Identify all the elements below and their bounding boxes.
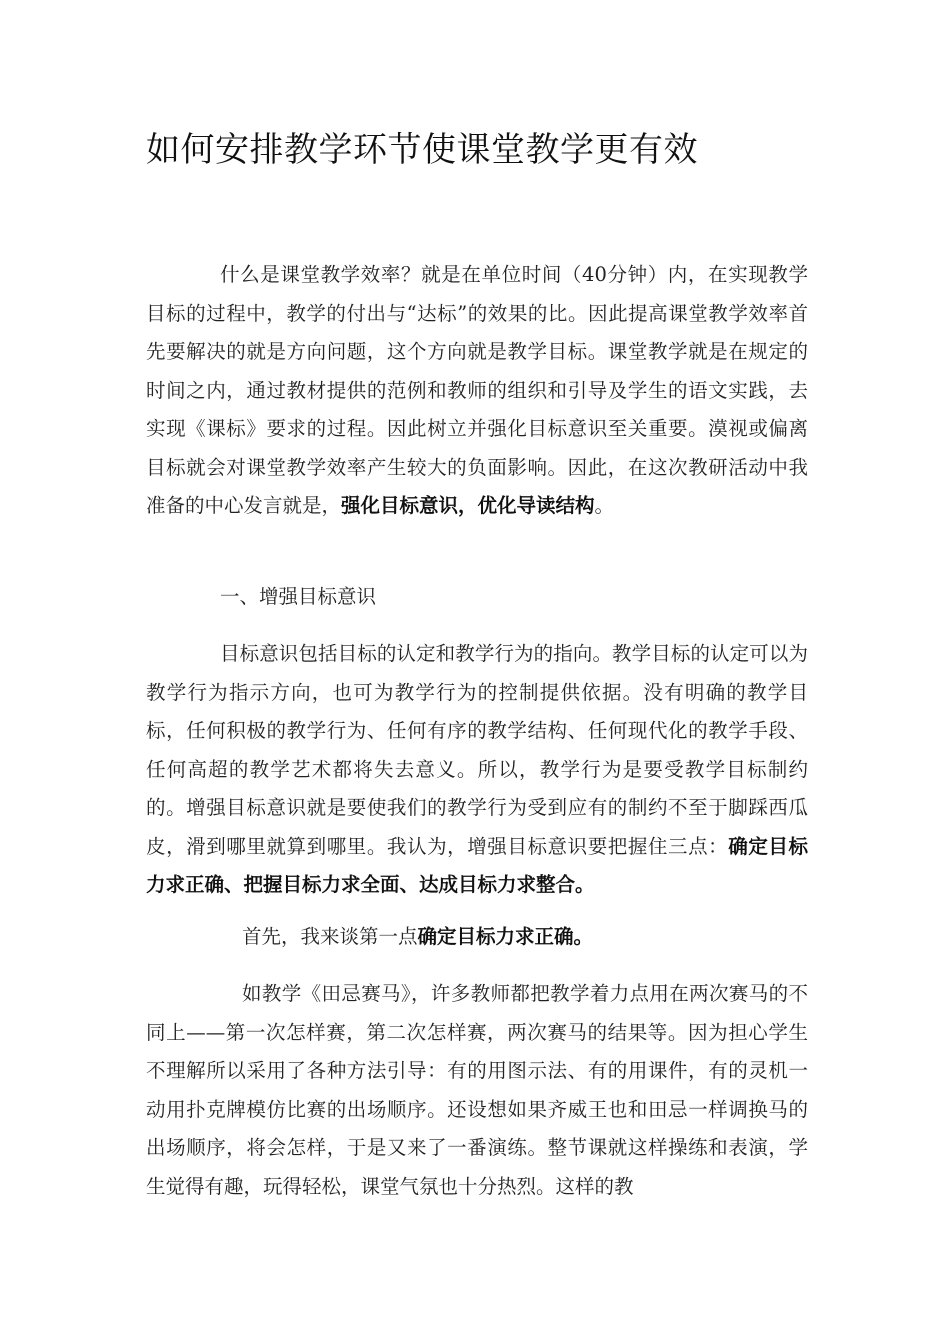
intro-bold-text: 强化目标意识，优化导读结构 [341,494,595,517]
goal-bold-text: 确定目标力求正确、把握目标力求全面、达成目标力求整合。 [146,834,808,896]
first-point-text: 首先，我来谈第一点 [242,925,418,948]
document-title: 如何安排教学环节使课堂教学更有效 [146,130,698,170]
section-heading: 一、增强目标意识 [220,585,377,608]
first-point-paragraph [146,918,808,957]
goal-text: 目标意识包括目标的认定和教学行为的指向。教学目标的认定可以为教学行为指示方向，也可为教学行为的控制提供依据。没有明确的教学目标，任何积极的教学行为、任何有序的教学结构、任何现代化的教学手段、任何高超的教学艺术都将失去意义。所以，教学行为是要受教学目标制约的。增强目标意识就是要使我们的教学行为受到应有的制约不至于脚踩西瓜皮，滑到哪里就算到哪里。我认为，增强目标意识要把握住三点： [146,642,808,858]
first-point-bold-text: 确定目标力求正确。 [417,925,594,948]
example-paragraph: 如教学《田忌赛马》，许多教师都把教学着力点用在两次赛马的不同上——第一次怎样赛，第二次怎样赛，两次赛马的结果等。因为担心学生不理解所以采用了各种方法引导：有的用图示法、有的用课件，有的灵机一动用扑克牌模仿比赛的出场顺序。还设想如果齐威王也和田忌一样调换马的出场顺序，将会怎样，于是又来了一番演练。整节课就这样操练和表演，学生觉得有趣，玩得轻松，课堂气氛也十分热烈。这样的教 [146,982,808,1198]
intro-tail: 。 [594,494,615,517]
intro-paragraph [146,256,808,526]
goal-paragraph [146,635,808,905]
intro-text: 什么是课堂教学效率？就是在单位时间（40分钟）内，在实现教学目标的过程中，教学的付出与“达标”的效果的比。因此提高课堂教学效率首先要解决的就是方向问题，这个方向就是教学目标。课堂教学就是在规定的时间之内，通过教材提供的范例和教师的组织和引导及学生的语文实践，去实现《课标》要求的过程。因此树立并强化目标意识至关重要。漠视或偏离目标就会对课堂教学效率产生较大的负面影响。因此，在这次教研活动中我准备的中心发言就是， [146,263,808,517]
